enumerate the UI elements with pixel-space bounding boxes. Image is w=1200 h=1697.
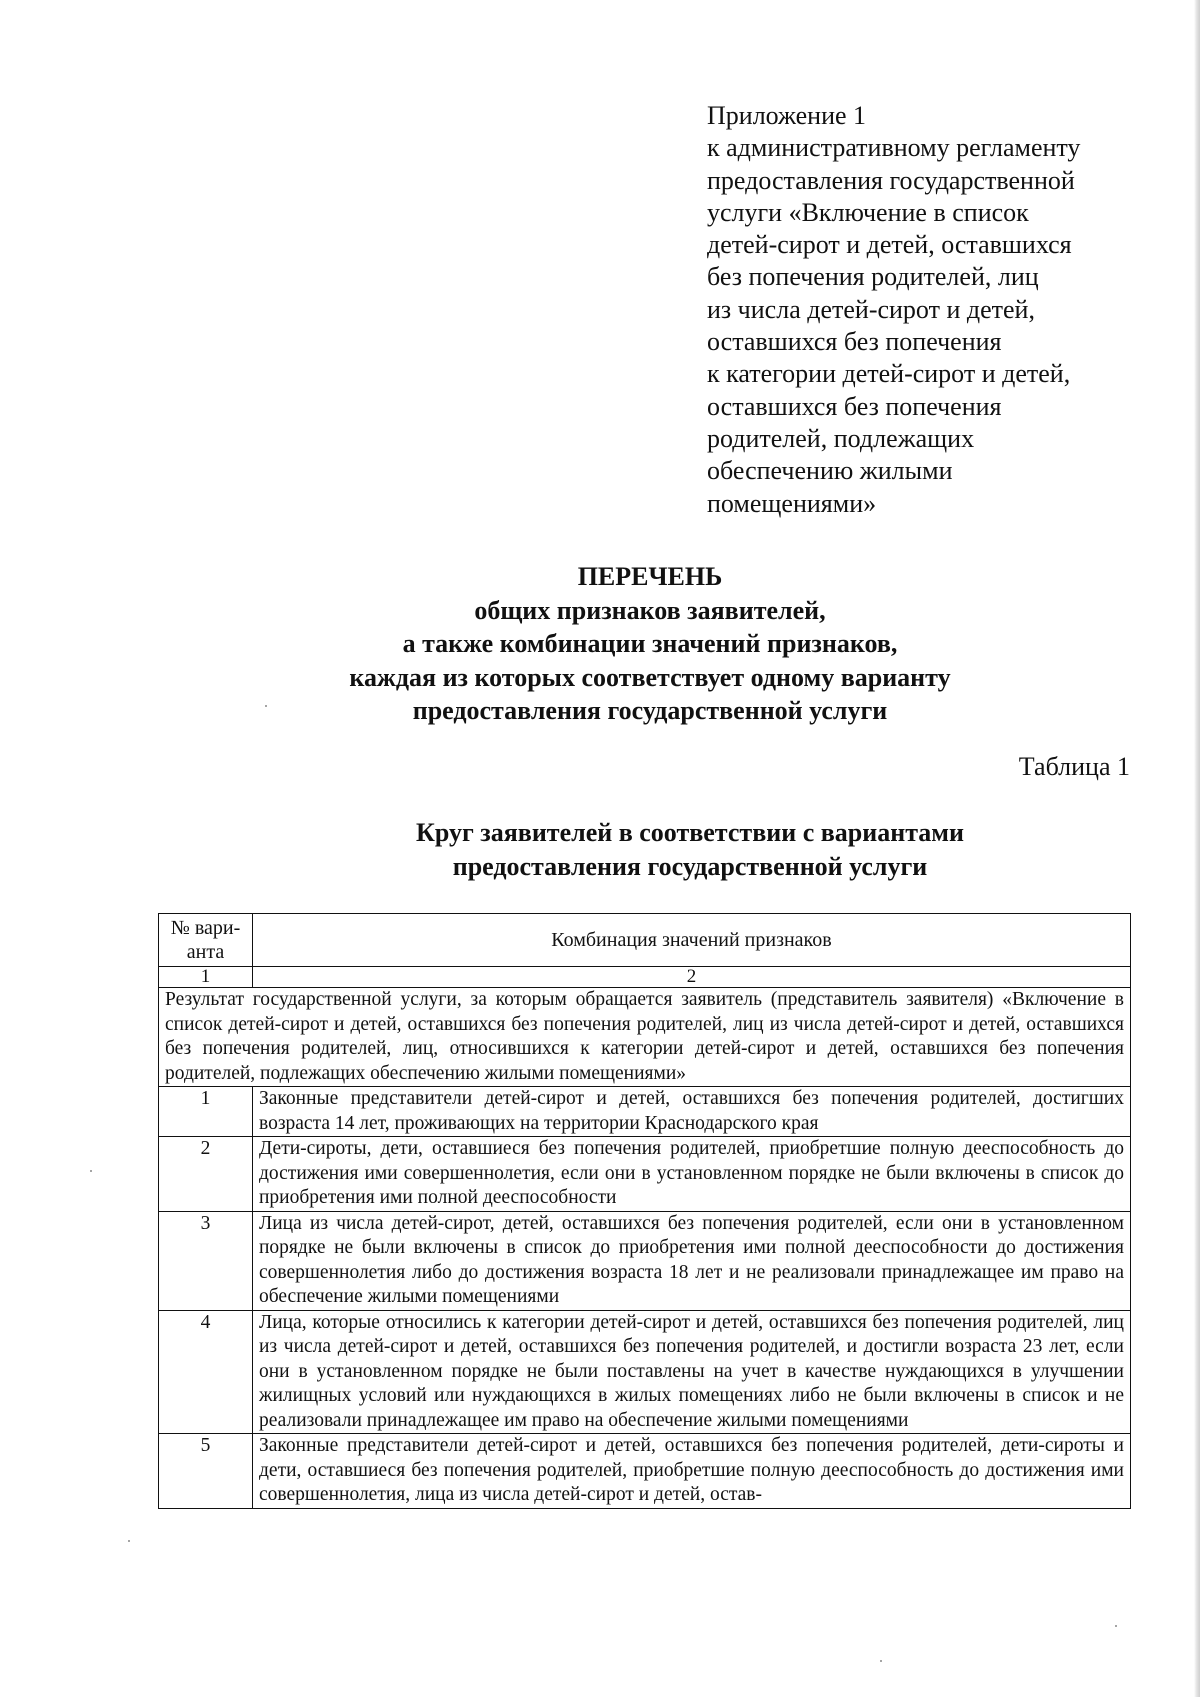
variant-description: Законные представители детей-сирот и детей, оставшихся без попечения родителей, дети-сироты и дети, оставшиеся без попечения родителей, приобретшие полную дееспособность до достижения ими совершеннолетия, лица из числа детей-сирот и детей, остав- <box>253 1434 1131 1509</box>
appendix-line: из числа детей-сирот и детей, <box>707 294 1035 324</box>
table-heading-line: предоставления государственной услуги <box>452 852 928 881</box>
appendix-line: к категории детей-сирот и детей, <box>707 359 1071 389</box>
heading-line: предоставления государственной услуги <box>412 696 888 725</box>
variant-description: Дети-сироты, дети, оставшиеся без попечения родителей, приобретшие полную дееспособность до достижения ими совершеннолетия, если они в установленном порядке не были включены в список до приобретения ими полной дееспособности <box>253 1137 1131 1212</box>
header-combination: Комбинация значений признаков <box>253 914 1131 967</box>
scan-speck <box>265 705 267 707</box>
heading-line: каждая из которых соответствует одному варианту <box>349 662 951 692</box>
scan-speck <box>1115 1625 1117 1627</box>
table-heading <box>290 816 1090 884</box>
column-index: 1 <box>159 967 253 988</box>
appendix-line: оставшихся без попечения <box>707 327 1002 357</box>
appendix-line: обеспечению жилыми <box>707 456 953 486</box>
appendix-line: детей-сирот и детей, оставшихся <box>707 230 1072 260</box>
scan-speck <box>90 1170 92 1172</box>
applicant-variants-table <box>158 913 1131 1509</box>
scan-edge-shadow <box>1194 0 1200 1697</box>
table-row <box>159 1137 1131 1212</box>
service-result-text: Результат государственной услуги, за которым обращается заявитель (представитель заявителя) «Включение в список детей-сирот и детей, оставшихся без попечения родителей, лиц из числа детей-сирот и детей, оставшихся без попечения родителей, лиц, относившихся к категории детей-сирот и детей, оставшихся без попечения родителей, подлежащих обеспечению жилыми помещениями» <box>159 988 1131 1087</box>
appendix-line: предоставления государственной <box>707 165 1075 195</box>
service-result-row <box>159 988 1131 1087</box>
table-header-row <box>159 914 1131 967</box>
table-heading-line: Круг заявителей в соответствии с вариантами <box>415 818 964 847</box>
appendix-block <box>707 100 1147 520</box>
variant-description: Лица, которые относились к категории детей-сирот и детей, оставшихся без попечения родителей, лиц из числа детей-сирот и детей, оставшихся без попечения родителей, и достигли возраста 23 лет, если они в установленном порядке не были поставлены на учет в качестве нуждающихся в улучшении жилищных условий или нуждающихся в жилых помещениях либо не были включены в список и не реализовали принадлежащее им право на обеспечение жилыми помещениями <box>253 1310 1131 1434</box>
heading-line: общих признаков заявителей, <box>474 595 826 625</box>
variant-number: 1 <box>159 1087 253 1137</box>
heading-line: а также комбинации значений признаков, <box>402 629 898 658</box>
variant-description: Лица из числа детей-сирот, детей, оставшихся без попечения родителей, если они в установленном порядке не были включены в список до приобретения ими полной дееспособности до достижения совершеннолетия либо до достижения возраста 18 лет и не реализовали принадлежащее им право на обеспечение жилыми помещениями <box>253 1211 1131 1310</box>
document-heading <box>150 560 1150 728</box>
appendix-line: помещениями» <box>707 488 877 518</box>
variant-number: 5 <box>159 1434 253 1509</box>
appendix-line: Приложение 1 <box>707 101 867 130</box>
variant-number: 2 <box>159 1137 253 1212</box>
scan-speck <box>880 1660 882 1662</box>
table-number-label: Таблица 1 <box>1018 752 1130 781</box>
variant-number: 3 <box>159 1211 253 1310</box>
table-row <box>159 1211 1131 1310</box>
table-row <box>159 1087 1131 1137</box>
scan-speck <box>128 1540 130 1542</box>
appendix-line: без попечения родителей, лиц <box>707 262 1039 292</box>
appendix-line: к административному регламенту <box>707 133 1081 163</box>
appendix-line: услуги «Включение в список <box>707 197 1029 227</box>
appendix-line: оставшихся без попечения <box>707 391 1002 421</box>
header-variant-number: № вари-анта <box>159 914 253 967</box>
column-index-row <box>159 967 1131 988</box>
variant-description: Законные представители детей-сирот и детей, оставшихся без попечения родителей, достигших возраста 14 лет, проживающих на территории Краснодарского края <box>253 1087 1131 1137</box>
variant-number: 4 <box>159 1310 253 1434</box>
document-title: ПЕРЕЧЕНЬ <box>577 562 723 591</box>
column-index: 2 <box>253 967 1131 988</box>
table-row <box>159 1434 1131 1509</box>
table-row <box>159 1310 1131 1434</box>
appendix-line: родителей, подлежащих <box>707 423 975 453</box>
